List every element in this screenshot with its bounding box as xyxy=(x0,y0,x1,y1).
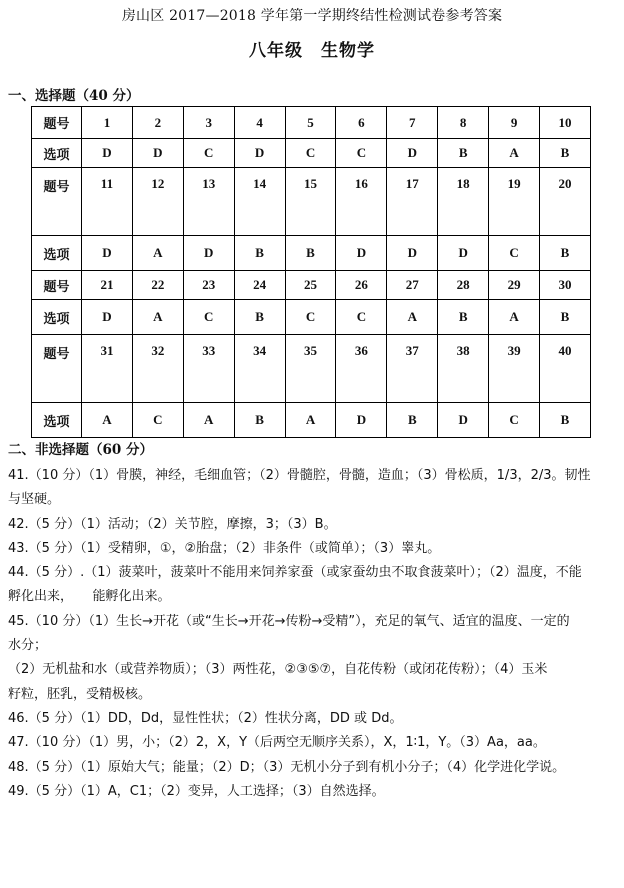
table-cell: A xyxy=(183,403,234,438)
answer-line: 43.（5 分）（1）受精卵，①，②胎盘；（2）非条件（或简单）；（3）睾丸。 xyxy=(8,540,441,556)
table-cell: 27 xyxy=(387,271,438,300)
table-cell: D xyxy=(336,236,387,271)
table-cell: 7 xyxy=(387,107,438,139)
row-label: 题号 xyxy=(32,168,82,236)
table-cell: 25 xyxy=(285,271,336,300)
table-cell: C xyxy=(285,300,336,335)
answer-line: 42.（5 分）（1）活动；（2）关节腔，摩擦，3；（3）B。 xyxy=(8,516,337,532)
table-cell: 15 xyxy=(285,168,336,236)
answer-line: 47.（10 分）（1）男，小；（2）2，X，Y（后两空无顺序关系），X，1∶1，Y。（3）Aa，aa。 xyxy=(8,735,546,751)
table-cell: D xyxy=(82,236,133,271)
table-cell: 34 xyxy=(234,335,285,403)
table-row xyxy=(32,236,591,271)
table-cell: 1 xyxy=(82,107,133,139)
table-cell: 31 xyxy=(82,335,133,403)
table-cell: 40 xyxy=(540,335,591,403)
table-cell: B xyxy=(234,403,285,438)
table-cell: B xyxy=(234,300,285,335)
table-cell: 18 xyxy=(438,168,489,236)
table-row xyxy=(32,139,591,168)
section-heading-multiple-choice: 一、选择题（40 分） xyxy=(8,88,140,104)
table-row xyxy=(32,168,591,236)
table-row xyxy=(32,403,591,438)
table-cell: B xyxy=(285,236,336,271)
table-cell: 16 xyxy=(336,168,387,236)
table-cell: 26 xyxy=(336,271,387,300)
table-cell: B xyxy=(540,403,591,438)
table-cell: A xyxy=(285,403,336,438)
table-cell: 29 xyxy=(489,271,540,300)
table-cell: D xyxy=(438,403,489,438)
table-cell: D xyxy=(183,236,234,271)
answer-text-block xyxy=(8,464,616,804)
table-cell: 37 xyxy=(387,335,438,403)
table-cell: C xyxy=(336,139,387,168)
table-row xyxy=(32,335,591,403)
answer-line: 籽粒，胚乳，受精极核。 xyxy=(8,686,152,702)
table-cell: C xyxy=(285,139,336,168)
table-cell: B xyxy=(540,300,591,335)
table-cell: 30 xyxy=(540,271,591,300)
table-cell: 6 xyxy=(336,107,387,139)
table-row xyxy=(32,107,591,139)
table-cell: C xyxy=(489,236,540,271)
row-label: 选项 xyxy=(32,403,82,438)
table-cell: 38 xyxy=(438,335,489,403)
table-cell: B xyxy=(438,300,489,335)
table-cell: D xyxy=(387,139,438,168)
table-cell: D xyxy=(82,139,133,168)
table-cell: 20 xyxy=(540,168,591,236)
table-cell: 28 xyxy=(438,271,489,300)
table-cell: B xyxy=(438,139,489,168)
row-label: 题号 xyxy=(32,107,82,139)
table-cell: C xyxy=(489,403,540,438)
table-cell: 3 xyxy=(183,107,234,139)
table-cell: 36 xyxy=(336,335,387,403)
table-cell: C xyxy=(183,300,234,335)
table-cell: A xyxy=(132,300,183,335)
page-title: 八年级 生物学 xyxy=(249,41,375,61)
table-cell: A xyxy=(489,300,540,335)
table-cell: D xyxy=(438,236,489,271)
table-row xyxy=(32,271,591,300)
table-cell: B xyxy=(540,139,591,168)
table-cell: A xyxy=(387,300,438,335)
table-cell: 8 xyxy=(438,107,489,139)
table-cell: B xyxy=(234,236,285,271)
table-row xyxy=(32,300,591,335)
table-cell: D xyxy=(336,403,387,438)
table-cell: D xyxy=(387,236,438,271)
table-cell: 12 xyxy=(132,168,183,236)
answer-line: 水分； xyxy=(8,638,48,654)
answer-line: 与坚硬。 xyxy=(8,492,61,508)
answer-line: 44.（5 分）.（1）菠菜叶，菠菜叶不能用来饲养家蚕（或家蚕幼虫不取食菠菜叶）；（2）温度，不能 xyxy=(8,565,582,581)
table-cell: D xyxy=(132,139,183,168)
table-cell: A xyxy=(82,403,133,438)
table-cell: C xyxy=(132,403,183,438)
table-cell: 22 xyxy=(132,271,183,300)
answer-table xyxy=(31,106,591,438)
table-cell: D xyxy=(234,139,285,168)
table-cell: 2 xyxy=(132,107,183,139)
table-cell: 35 xyxy=(285,335,336,403)
table-cell: B xyxy=(540,236,591,271)
table-cell: 4 xyxy=(234,107,285,139)
table-cell: 32 xyxy=(132,335,183,403)
row-label: 题号 xyxy=(32,271,82,300)
table-cell: 39 xyxy=(489,335,540,403)
table-cell: 13 xyxy=(183,168,234,236)
table-cell: A xyxy=(489,139,540,168)
answer-line: 48.（5 分）（1）原始大气；能量；（2）D；（3）无机小分子到有机小分子；（4）化学进化学说。 xyxy=(8,759,566,775)
table-cell: 19 xyxy=(489,168,540,236)
section-heading-non-choice: 二、非选择题（60 分） xyxy=(8,442,153,458)
table-cell: 21 xyxy=(82,271,133,300)
table-cell: D xyxy=(82,300,133,335)
document-header: 房山区 2017—2018 学年第一学期终结性检测试卷参考答案 xyxy=(121,8,503,24)
answer-line: 49.（5 分）（1）A，C1；（2）变异，人工选择；（3）自然选择。 xyxy=(8,783,385,799)
row-label: 题号 xyxy=(32,335,82,403)
table-cell: 5 xyxy=(285,107,336,139)
table-cell: 14 xyxy=(234,168,285,236)
table-cell: C xyxy=(183,139,234,168)
table-cell: 24 xyxy=(234,271,285,300)
table-cell: C xyxy=(336,300,387,335)
table-cell: 33 xyxy=(183,335,234,403)
table-cell: 11 xyxy=(82,168,133,236)
answer-line: 孵化出来， 能孵化出来。 xyxy=(8,589,171,605)
table-cell: B xyxy=(387,403,438,438)
row-label: 选项 xyxy=(32,236,82,271)
answer-line: 45.（10 分）（1）生长→开花（或“生长→开花→传粉→受精”），充足的氧气、适宜的温度、一定的 xyxy=(8,613,570,629)
table-cell: 10 xyxy=(540,107,591,139)
answer-line: （2）无机盐和水（或营养物质）；（3）两性花，②③⑤⑦，自花传粉（或闭花传粉）；（4）玉米 xyxy=(8,662,548,678)
table-cell: A xyxy=(132,236,183,271)
answer-line: 41.（10 分）（1）骨膜，神经，毛细血管；（2）骨髓腔，骨髓，造血；（3）骨松质，1/3，2/3。韧性 xyxy=(8,468,591,483)
answer-line: 46.（5 分）（1）DD，Dd，显性性状；（2）性状分离，DD 或 Dd。 xyxy=(8,710,403,726)
row-label: 选项 xyxy=(32,300,82,335)
table-cell: 23 xyxy=(183,271,234,300)
table-cell: 9 xyxy=(489,107,540,139)
row-label: 选项 xyxy=(32,139,82,168)
table-cell: 17 xyxy=(387,168,438,236)
